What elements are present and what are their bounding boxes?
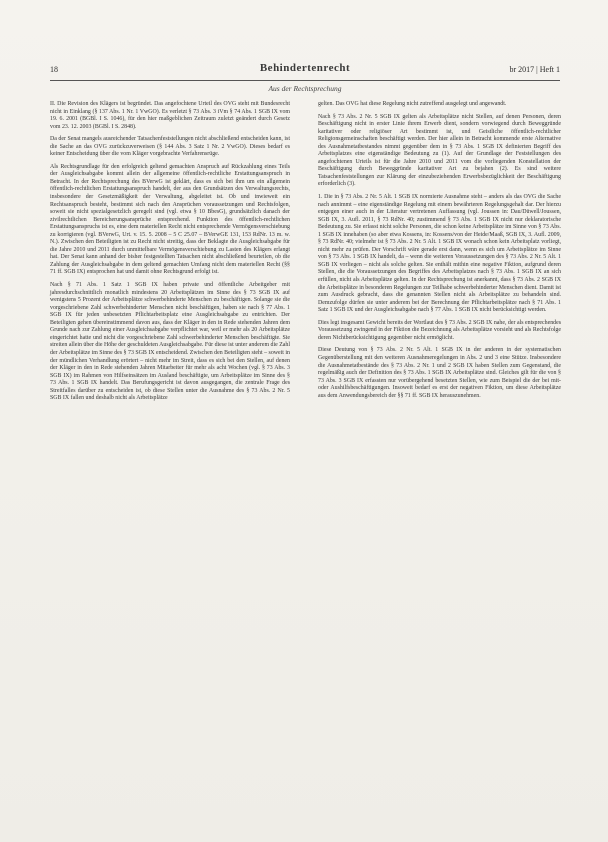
paragraph: Da der Senat mangels ausreichender Tatsachenfeststellungen nicht abschließend entscheiden kann, ist die Sache an das OVG zurückzuverweisen (§ 144 Abs. 3 Satz 1 Nr. 2 VwGO). Dieses bedarf es keiner Entscheidung über die vom Kläger vorgebrachte Verfahrensrüge. bbox=[50, 136, 290, 158]
paragraph: Als Rechtsgrundlage für den erfolgreich geltend gemachten Anspruch auf Rückzahlung eines Teils der Ausgleichsabgabe kommt allein der allgemeine öffentlich-rechtliche Erstattungsanspruch in Betracht. In der Rechtsprechung des BVerwG ist geklärt, dass es sich bei ihm um ein allgemein öffentlich-rechtlichen Erstattungsanspruch handelt, der aus den Grundsätzen des Verwaltungsrechts, insbesondere der Gesetzmäßigkeit der Verwaltung, abgeleitet ist. Ob und inwieweit ein Rechtsanspruch besteht, bestimmt sich nach den Ansprüchen voraussetzungen und Rechtsfolgen, soweit sie nicht spezialgesetzlich geregelt sind (vgl. etwa § 10 BbesG), grundsätzlich danach der zivilrechtlichen Bereicherungsansprüche entsprechend. Funktion des öffentlich-rechtlichen Erstattungsanspruchs ist es, eine dem materiellen Recht nicht entsprechende Vermögensverschiebung zu korrigieren (vgl. BVerwG, Urt. v. 15. 5. 2008 – 5 C 25.07 – BVerwGE 131, 153 RdNr. 13 m. w. N.). Zwischen den Beteiligten ist zu Recht nicht streitig, dass der Beklagte die Ausgleichsabgabe für die Jahre 2010 und 2011 durch unmittelbare Vermögensverschiebung zu Lasten des Klägers erlangt hat. Der Senat kann anhand der bisher festgestellten Tatsachen nicht abschließend beurteilen, ob die Zahlung der Ausgleichsabgabe in dem geltend gemachten Umfang nicht dem materiellen Recht (§§ 71 ff. SGB IX) entsprochen hat und damit ohne Rechtsgrund erfolgt ist. bbox=[50, 163, 290, 276]
paragraph: Nach § 71 Abs. 1 Satz 1 SGB IX haben private und öffentliche Arbeitgeber mit jahresdurchschnittlich monatlich mindestens 20 Arbeitsplätzen im Sinne des § 73 SGB IX auf wenigstens 5 Prozent der Arbeitsplätze schwerbehinderte Menschen zu beschäftigen. Solange sie die vorgeschriebene Zahl schwerbehinderter Menschen nicht beschäftigen, haben sie nach § 77 Abs. 1 SGB IX für jeden unbesetzten Pflichtarbeitsplatz eine Ausgleichsabgabe zu entrichten. Der Beteiligten gehen übereinstimmend davon aus, dass der Kläger in den in Rede stehenden Jahren dem Grunde nach zur Zahlung einer Ausgleichsabgabe verpflichtet war, weil er mehr als 20 Arbeitsplätze eingerichtet hatte und nicht die vorgeschriebene Zahl schwerbehinderter Menschen beschäftigte. Sie streiten allein über die Höhe der geschuldeten Ausgleichsabgabe. Für diese ist unter anderem die Zahl der Arbeitsplätze im Sinne des § 73 SGB IX entscheidend. Zwischen den Beteiligten steht – soweit in der mündlichen Verhandlung erörtert – nicht mehr im Streit, dass es sich bei den Stellen, auf denen der Kläger in den in Rede stehenden Jahren Mitarbeiter für mehr als acht Wochen (vgl. § 73 Abs. 3 SGB IX) im Rahmen von Hilfseinsätzen im Ausland beschäftigte, um Arbeitsplätze im Sinne des § 73 Abs. 1 SGB IX handelt. Das Berufungsgericht ist davon ausgegangen, die zentrale Frage des Streitfalles darüber zu entscheiden ist, ob diese Stellen unter die Ausnahme des § 73 Abs. 2 Nr. 5 SGB IX fallen und deshalb nicht als Arbeitsplätze bbox=[50, 282, 290, 402]
page-number: 18 bbox=[50, 65, 58, 74]
paragraph: Nach § 73 Abs. 2 Nr. 5 SGB IX gelten als Arbeitsplätze nicht Stellen, auf denen Personen, deren Beschäftigung nicht in erster Linie ihrem Erwerb dient, sondern vorwiegend durch Beweggründe karitativer oder religiöser Art bestimmt ist, und Geistliche öffentlich-rechtlicher Religionsgemeinschaften beschäftigt werden. Der hier allein in Betracht kommende erste Alternative des Ausnahmetatbestandes nimmt gegenüber dem in § 73 Abs. 1 SGB IX definierten Begriff des Arbeitsplatzes eine eigenständige Bedeutung zu (1). Auf der Grundlage der Feststellungen des angefochtenen Urteils ist für die Jahre 2010 und 2011 vom die vorliegenden Konstellation der Beschäftigung durch Beweggründe karitativer Art zu bejahen (2). Es sind weitere Tatsachenfeststellungen zur Klärung der einzubeziehenden Erwerbsbezüglichkeit der Beschäftigung erforderlich (3). bbox=[318, 113, 561, 188]
paragraph: Diese Deutung von § 73 Abs. 2 Nr. 5 Alt. 1 SGB IX in der anderen in der systematischen Gegenüberstellung mit den weiteren Ausnahmeregelungen in Abs. 2 und 3 eine Stütze. Insbesondere die Ausnahmetatbestände des § 73 Abs. 2 Nr. 1 und 2 SGB IX haben Stellen zum Gegenstand, die regelmäßig auch der Definition des § 73 Abs. 1 SGB IX Arbeitsplätze sind. Gleiches gilt für die von § 73 Abs. 3 SGB IX erfassten nur vorübergehend besetzten Stellen, wie zum Beispiel die der bei mit- oder Aushilfsbeschäftigungen. Insoweit bedarf es erst der negativen Fiktion, um diese Arbeitsplätze aus dem Anwendungsbereich der §§ 71 ff. SGB IX herauszunehmen. bbox=[318, 347, 561, 399]
paragraph: 1. Die in § 73 Abs. 2 Nr. 5 Alt. 1 SGB IX normierte Ausnahme steht – anders als das OVG die Sache nach annimmt – eine eigenständige Regelung mit einem bewährteren Regelungsgehalt dar. Der hierzu entgegen einer auch in der Literatur vertretenen Auffassung (vgl. Joussen in: Dau/Düwell/Joussen, SGB IX, 3. Aufl. 2011, § 73 RdNr. 40; zustimmend § 73 Abs. 1 SGB IX nicht nur deklaratorische Bedeutung zu. Sie erfasst nicht solche Personen, die schon keine Arbeitsplätze im Sinne von § 73 Abs. 1 SGB IX innehaben (so aber etwa Kossens, in: Kossens/von der Heide/Maaß, SGB IX, 3. Aufl. 2009, § 73 RdNr. 40; vielmehr ist § 73 Abs. 2 Nr. 5 Alt. 1 SGB IX wonach schon kein Arbeitsplatz vorliegt, nicht mehr zu prüfen. Der Vorschrift wäre gerade erst dann, wenn es sich um Arbeitsplätze im Sinne von § 73 Abs. 1 SGB IX handelt, da – wenn die weiteren Voraussetzungen des § 73 Abs. 2 Nr. 5 Alt. 1 SGB IX vorliegen – nicht als solche gelten. Sie enthält mithin eine negative Fiktion, aufgrund deren Stellen, die die Voraussetzungen des Begriffes des Arbeitsplatzes nach § 73 Abs. 1 SGB IX an sich erfüllen, nicht als Arbeitsplätze gelten. In der Rechtsprechung ist anerkannt, dass § 73 Abs. 2 SGB IX die Arbeitsplätze in besonderen Regelungen zur Teilhabe schwerbehinderter Menschen dient. Damit ist zum Ausdruck gebracht, dass die genannten Stellen nicht als Arbeitsplätze zu behandeln sind. Demzufolge dürfen sie unter anderem bei der Berechnung der Pflichtarbeitsplätze nach § 71 Abs. 1 Satz 1 SGB IX und der Ausgleichsabgabe nach § 77 Abs. 1 SGB IX nicht berücksichtigt werden. bbox=[318, 194, 561, 314]
header-divider bbox=[50, 80, 560, 81]
section-title: Aus der Rechtsprechung bbox=[268, 84, 342, 93]
paragraph: gelten. Das OVG hat diese Regelung nicht zutreffend ausgelegt und angewandt. bbox=[318, 101, 507, 107]
left-column bbox=[50, 101, 290, 403]
right-column bbox=[318, 101, 561, 400]
paragraph: Dies legt insgesamt Gewicht bereits der Wortlaut des § 73 Abs. 2 SGB IX nahe, der als entsprechendes Voraussetzung zwingend in der Fiktion die Bezeichnung als Arbeitsplätze vorsieht und als Rechtsfolge deren Nichtberücksichtigung gegenüber nicht ermöglicht. bbox=[318, 319, 561, 341]
page-header bbox=[50, 62, 560, 78]
issue-label: br 2017 | Heft 1 bbox=[509, 65, 560, 74]
journal-title: Behindertenrecht bbox=[259, 62, 351, 74]
paragraph: II. Die Revision des Klägers ist begründet. Das angefochtene Urteil des OVG steht mit Bundesrecht nicht in Einklang (§ 137 Abs. 1 Nr. 1 VwGO). Es verletzt § 73 Abs. 3 iVm § 74 Abs. 1 SGB IX vom 19. 6. 2001 (BGBl. I S. 1046), für den hier maßgeblichen Zeitraum zuletzt geändert durch Gesetz vom 23. 12. 2003 (BGBl. I S. 2848). bbox=[50, 101, 290, 130]
